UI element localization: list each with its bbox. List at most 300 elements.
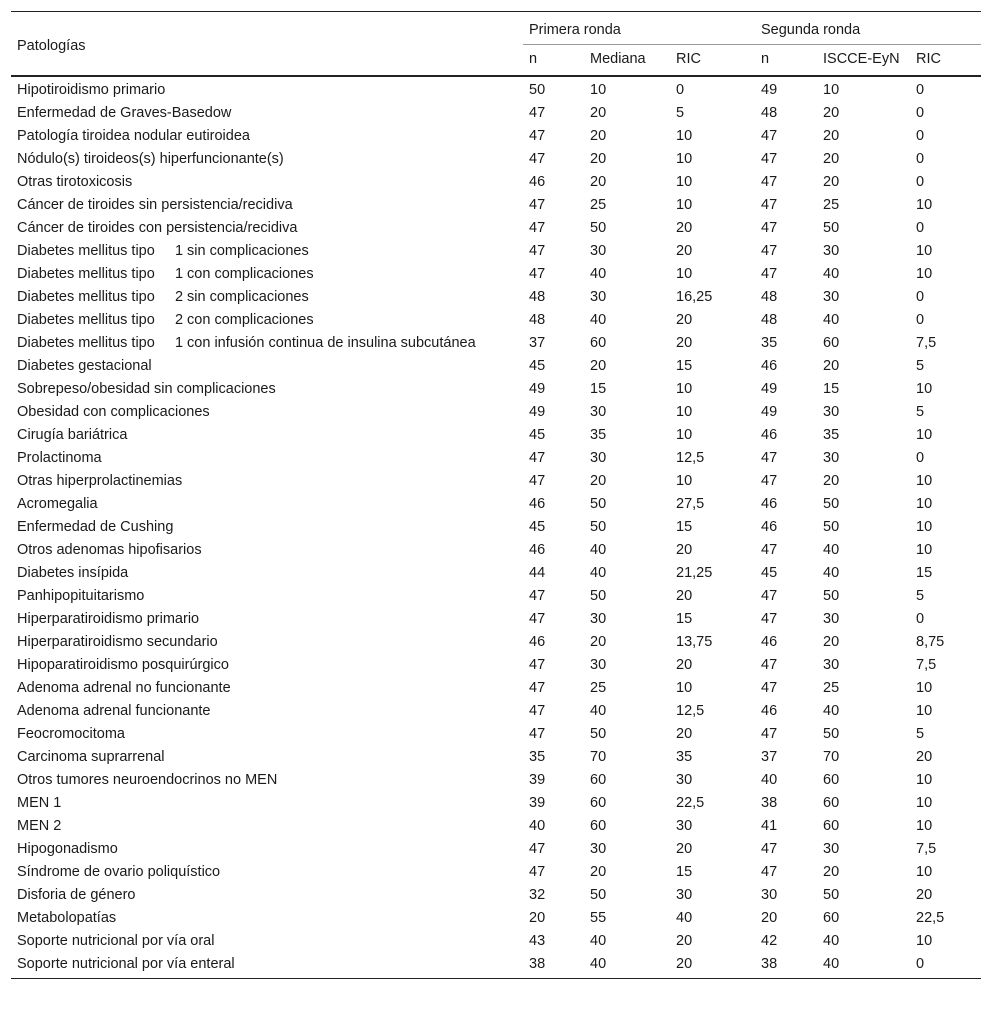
cell-iscce-eyn: 70 <box>823 749 840 765</box>
cell-ric-segunda: 5 <box>916 404 925 420</box>
cell-ric-primera: 30 <box>676 818 693 834</box>
cell-patologia: Prolactinoma <box>17 450 102 466</box>
cell-ric-segunda: 10 <box>916 795 933 811</box>
cell-iscce-eyn: 25 <box>823 197 840 213</box>
cell-n-segunda: 41 <box>761 818 778 834</box>
cell-mediana: 40 <box>590 565 607 581</box>
table-row <box>11 746 981 769</box>
cell-ric-primera: 20 <box>670 953 755 979</box>
cell-patologia: Feocromocitoma <box>17 726 125 742</box>
cell-iscce-eyn: 30 <box>823 289 840 305</box>
cell-patologia: Patología tiroidea nodular eutiroidea <box>17 128 250 144</box>
cell-ric-segunda: 0 <box>916 128 925 144</box>
cell-mediana: 60 <box>590 795 607 811</box>
cell-n-primera: 45 <box>529 519 546 535</box>
cell-iscce-eyn: 40 <box>823 565 840 581</box>
cell-ric-segunda: 0 <box>910 953 981 979</box>
cell-n-primera: 50 <box>529 82 546 98</box>
cell-n-primera: 47 <box>529 197 546 213</box>
cell-ric-primera: 12,5 <box>676 450 705 466</box>
cell-n-segunda: 46 <box>761 703 778 719</box>
cell-ric-primera: 40 <box>676 910 693 926</box>
cell-n-segunda: 49 <box>761 381 778 397</box>
table-row <box>11 171 981 194</box>
cell-patologia: Soporte nutricional por vía oral <box>17 933 215 949</box>
cell-patologia: Diabetes mellitus tipo 2 con complicaciones <box>17 312 314 328</box>
cell-ric-primera: 30 <box>676 887 693 903</box>
cell-ric-primera: 10 <box>676 381 693 397</box>
table-row <box>11 861 981 884</box>
header-patologias: Patologías <box>11 12 523 77</box>
cell-n-segunda: 47 <box>761 588 778 604</box>
table-row <box>11 907 981 930</box>
cell-ric-primera: 15 <box>676 864 693 880</box>
cell-ric-segunda: 8,75 <box>916 634 945 650</box>
cell-ric-primera: 12,5 <box>676 703 705 719</box>
cell-iscce-eyn: 40 <box>823 312 840 328</box>
cell-mediana: 20 <box>590 634 607 650</box>
cell-patologia: Diabetes mellitus tipo 2 sin complicaciones <box>17 289 309 305</box>
cell-n-primera: 47 <box>529 703 546 719</box>
cell-iscce-eyn: 20 <box>823 174 840 190</box>
cell-patologia: Otras tirotoxicosis <box>17 174 133 190</box>
cell-patologia: Adenoma adrenal funcionante <box>17 703 211 719</box>
cell-iscce-eyn: 40 <box>823 703 840 719</box>
cell-iscce-eyn: 25 <box>823 680 840 696</box>
table-body <box>11 76 981 979</box>
cell-n-segunda: 46 <box>761 358 778 374</box>
cell-mediana: 35 <box>590 427 607 443</box>
cell-mediana: 50 <box>590 726 607 742</box>
header-n-primera: n <box>523 45 584 77</box>
table-row <box>11 102 981 125</box>
cell-n-primera: 47 <box>529 105 546 121</box>
cell-ric-segunda: 0 <box>916 82 925 98</box>
cell-iscce-eyn: 20 <box>823 473 840 489</box>
cell-iscce-eyn: 10 <box>823 82 840 98</box>
cell-ric-segunda: 0 <box>916 611 925 627</box>
cell-ric-segunda: 10 <box>916 519 933 535</box>
cell-n-segunda: 46 <box>761 496 778 512</box>
cell-patologia: Otros tumores neuroendocrinos no MEN <box>17 772 278 788</box>
table-row <box>11 815 981 838</box>
table-row <box>11 125 981 148</box>
cell-patologia: Soporte nutricional por vía enteral <box>11 953 523 979</box>
table-row <box>11 470 981 493</box>
cell-patologia: Carcinoma suprarrenal <box>17 749 165 765</box>
cell-patologia: Otras hiperprolactinemias <box>17 473 183 489</box>
cell-mediana: 20 <box>590 151 607 167</box>
cell-iscce-eyn: 50 <box>823 496 840 512</box>
cell-ric-primera: 35 <box>676 749 693 765</box>
cell-n-primera: 45 <box>529 427 546 443</box>
cell-n-primera: 44 <box>529 565 546 581</box>
cell-ric-primera: 10 <box>676 680 693 696</box>
table-row <box>11 700 981 723</box>
cell-iscce-eyn: 50 <box>823 726 840 742</box>
cell-iscce-eyn: 30 <box>823 450 840 466</box>
cell-mediana: 25 <box>590 680 607 696</box>
cell-n-segunda: 47 <box>761 726 778 742</box>
cell-ric-primera: 20 <box>676 657 693 673</box>
header-segunda-ronda: Segunda ronda <box>755 12 981 45</box>
cell-mediana: 20 <box>590 864 607 880</box>
cell-n-primera: 43 <box>529 933 546 949</box>
cell-iscce-eyn: 35 <box>823 427 840 443</box>
cell-ric-segunda: 0 <box>916 450 925 466</box>
cell-iscce-eyn: 60 <box>823 772 840 788</box>
cell-patologia: MEN 1 <box>17 795 62 811</box>
cell-ric-primera: 10 <box>676 404 693 420</box>
header-mediana: Mediana <box>584 45 670 77</box>
cell-iscce-eyn: 40 <box>823 933 840 949</box>
cell-n-primera: 47 <box>529 841 546 857</box>
cell-patologia: Panhipopituitarismo <box>17 588 145 604</box>
cell-iscce-eyn: 20 <box>823 151 840 167</box>
cell-patologia: Obesidad con complicaciones <box>17 404 210 420</box>
cell-patologia: Disforia de género <box>17 887 136 903</box>
cell-mediana: 50 <box>590 496 607 512</box>
cell-n-segunda: 49 <box>761 404 778 420</box>
cell-n-segunda: 47 <box>761 542 778 558</box>
cell-ric-segunda: 22,5 <box>916 910 945 926</box>
table-row <box>11 447 981 470</box>
cell-mediana: 20 <box>590 128 607 144</box>
cell-mediana: 30 <box>590 450 607 466</box>
cell-mediana: 20 <box>590 473 607 489</box>
cell-mediana: 30 <box>590 657 607 673</box>
cell-n-segunda: 46 <box>761 427 778 443</box>
cell-n-primera: 35 <box>529 749 546 765</box>
table-row <box>11 401 981 424</box>
cell-n-segunda: 37 <box>761 749 778 765</box>
cell-mediana: 20 <box>590 174 607 190</box>
cell-ric-segunda: 10 <box>916 933 933 949</box>
cell-iscce-eyn: 40 <box>817 953 910 979</box>
cell-iscce-eyn: 40 <box>823 542 840 558</box>
data-table <box>11 11 981 979</box>
cell-patologia: Sobrepeso/obesidad sin complicaciones <box>17 381 276 397</box>
cell-mediana: 20 <box>590 358 607 374</box>
cell-ric-segunda: 0 <box>916 105 925 121</box>
cell-n-segunda: 47 <box>761 151 778 167</box>
table-row <box>11 562 981 585</box>
header-iscce-eyn: ISCCE-EyN <box>817 45 910 77</box>
cell-mediana: 55 <box>590 910 607 926</box>
cell-n-primera: 47 <box>529 864 546 880</box>
cell-ric-primera: 15 <box>676 611 693 627</box>
cell-patologia: Diabetes insípida <box>17 565 129 581</box>
cell-n-segunda: 40 <box>761 772 778 788</box>
cell-mediana: 30 <box>590 611 607 627</box>
cell-iscce-eyn: 20 <box>823 634 840 650</box>
cell-n-primera: 47 <box>529 588 546 604</box>
cell-mediana: 50 <box>590 588 607 604</box>
cell-n-primera: 39 <box>529 795 546 811</box>
cell-mediana: 10 <box>590 82 607 98</box>
table-row <box>11 516 981 539</box>
cell-n-primera: 20 <box>529 910 546 926</box>
cell-ric-primera: 21,25 <box>676 565 713 581</box>
table-row <box>11 539 981 562</box>
cell-n-primera: 48 <box>529 289 546 305</box>
cell-ric-primera: 10 <box>676 151 693 167</box>
table-row <box>11 769 981 792</box>
cell-n-segunda: 47 <box>761 243 778 259</box>
cell-patologia: Diabetes gestacional <box>17 358 152 374</box>
cell-patologia: Cirugía bariátrica <box>17 427 128 443</box>
cell-iscce-eyn: 30 <box>823 611 840 627</box>
cell-mediana: 30 <box>590 289 607 305</box>
cell-ric-segunda: 20 <box>916 749 933 765</box>
cell-mediana: 50 <box>590 519 607 535</box>
cell-mediana: 40 <box>590 542 607 558</box>
cell-patologia: Enfermedad de Graves-Basedow <box>17 105 232 121</box>
cell-n-segunda: 47 <box>761 473 778 489</box>
cell-iscce-eyn: 50 <box>823 220 840 236</box>
table-header <box>11 12 981 77</box>
cell-iscce-eyn: 50 <box>823 887 840 903</box>
cell-mediana: 30 <box>590 404 607 420</box>
cell-ric-segunda: 10 <box>916 427 933 443</box>
cell-ric-primera: 10 <box>676 427 693 443</box>
table-row <box>11 723 981 746</box>
cell-n-primera: 40 <box>529 818 546 834</box>
cell-iscce-eyn: 30 <box>823 841 840 857</box>
table-row <box>11 493 981 516</box>
cell-mediana: 20 <box>590 105 607 121</box>
cell-ric-primera: 20 <box>676 220 693 236</box>
cell-mediana: 40 <box>590 312 607 328</box>
table-row <box>11 654 981 677</box>
cell-n-primera: 47 <box>529 151 546 167</box>
cell-patologia: Hipotiroidismo primario <box>17 82 166 98</box>
cell-ric-primera: 16,25 <box>676 289 713 305</box>
cell-ric-primera: 20 <box>676 335 693 351</box>
cell-n-segunda: 47 <box>761 657 778 673</box>
cell-ric-segunda: 0 <box>916 174 925 190</box>
cell-mediana: 60 <box>590 335 607 351</box>
cell-ric-primera: 10 <box>676 266 693 282</box>
cell-n-segunda: 42 <box>761 933 778 949</box>
cell-n-primera: 47 <box>529 726 546 742</box>
cell-iscce-eyn: 50 <box>823 519 840 535</box>
cell-ric-segunda: 7,5 <box>916 335 937 351</box>
cell-mediana: 30 <box>590 243 607 259</box>
cell-n-segunda: 47 <box>761 220 778 236</box>
table-row <box>11 930 981 953</box>
table-row <box>11 76 981 102</box>
cell-patologia: Síndrome de ovario poliquístico <box>17 864 221 880</box>
cell-iscce-eyn: 50 <box>823 588 840 604</box>
table-row <box>11 631 981 654</box>
cell-n-segunda: 47 <box>761 611 778 627</box>
header-ric-primera: RIC <box>670 45 755 77</box>
cell-iscce-eyn: 60 <box>823 910 840 926</box>
table-row <box>11 263 981 286</box>
cell-ric-primera: 15 <box>676 358 693 374</box>
cell-ric-primera: 13,75 <box>676 634 713 650</box>
cell-ric-segunda: 10 <box>916 496 933 512</box>
cell-iscce-eyn: 40 <box>823 266 840 282</box>
cell-mediana: 30 <box>590 841 607 857</box>
table-row <box>11 194 981 217</box>
cell-iscce-eyn: 20 <box>823 358 840 374</box>
cell-n-segunda: 30 <box>761 887 778 903</box>
cell-n-segunda: 47 <box>761 841 778 857</box>
cell-ric-segunda: 7,5 <box>916 657 937 673</box>
header-ric-segunda: RIC <box>910 45 981 77</box>
cell-mediana: 40 <box>590 933 607 949</box>
cell-mediana: 60 <box>590 772 607 788</box>
cell-ric-segunda: 10 <box>916 381 933 397</box>
cell-iscce-eyn: 30 <box>823 657 840 673</box>
cell-n-primera: 46 <box>529 174 546 190</box>
cell-patologia: Hipoparatiroidismo posquirúrgico <box>17 657 229 673</box>
cell-patologia: Otros adenomas hipofisarios <box>17 542 202 558</box>
cell-ric-segunda: 10 <box>916 266 933 282</box>
table-row <box>11 608 981 631</box>
cell-n-primera: 47 <box>529 243 546 259</box>
cell-patologia: Metabolopatías <box>17 910 117 926</box>
cell-ric-segunda: 10 <box>916 542 933 558</box>
cell-patologia: Cáncer de tiroides con persistencia/recidiva <box>17 220 298 236</box>
cell-ric-primera: 15 <box>676 519 693 535</box>
cell-n-primera: 47 <box>529 220 546 236</box>
cell-n-segunda: 35 <box>761 335 778 351</box>
table-row <box>11 148 981 171</box>
cell-patologia: Hiperparatiroidismo secundario <box>17 634 218 650</box>
cell-n-segunda: 48 <box>761 312 778 328</box>
cell-n-primera: 47 <box>529 128 546 144</box>
cell-n-segunda: 20 <box>761 910 778 926</box>
cell-iscce-eyn: 20 <box>823 105 840 121</box>
cell-n-primera: 47 <box>529 473 546 489</box>
cell-mediana: 40 <box>590 266 607 282</box>
cell-patologia: MEN 2 <box>17 818 62 834</box>
cell-n-primera: 47 <box>529 611 546 627</box>
cell-n-primera: 46 <box>529 542 546 558</box>
cell-n-segunda: 47 <box>761 864 778 880</box>
cell-ric-segunda: 0 <box>916 220 925 236</box>
cell-ric-primera: 10 <box>676 128 693 144</box>
table-row <box>11 792 981 815</box>
cell-n-segunda: 48 <box>761 289 778 305</box>
header-primera-ronda: Primera ronda <box>523 12 755 45</box>
cell-iscce-eyn: 60 <box>823 335 840 351</box>
cell-ric-primera: 20 <box>676 542 693 558</box>
table-row <box>11 309 981 332</box>
cell-n-segunda: 45 <box>761 565 778 581</box>
cell-patologia: Adenoma adrenal no funcionante <box>17 680 231 696</box>
table-row <box>11 332 981 355</box>
cell-ric-segunda: 10 <box>916 818 933 834</box>
cell-n-primera: 47 <box>529 680 546 696</box>
cell-ric-primera: 10 <box>676 174 693 190</box>
cell-n-primera: 38 <box>523 953 584 979</box>
cell-n-primera: 37 <box>529 335 546 351</box>
cell-patologia: Acromegalia <box>17 496 98 512</box>
table-row <box>11 217 981 240</box>
cell-ric-segunda: 5 <box>916 588 925 604</box>
cell-patologia: Diabetes mellitus tipo 1 con complicaciones <box>17 266 314 282</box>
cell-ric-segunda: 10 <box>916 473 933 489</box>
cell-ric-primera: 27,5 <box>676 496 705 512</box>
cell-ric-primera: 20 <box>676 933 693 949</box>
cell-patologia: Hiperparatiroidismo primario <box>17 611 200 627</box>
cell-patologia: Cáncer de tiroides sin persistencia/recidiva <box>17 197 293 213</box>
cell-ric-segunda: 0 <box>916 312 925 328</box>
cell-mediana: 25 <box>590 197 607 213</box>
cell-iscce-eyn: 60 <box>823 795 840 811</box>
cell-n-segunda: 38 <box>755 953 817 979</box>
table-row <box>11 355 981 378</box>
cell-iscce-eyn: 60 <box>823 818 840 834</box>
table-row <box>11 953 981 979</box>
cell-iscce-eyn: 20 <box>823 128 840 144</box>
cell-mediana: 15 <box>590 381 607 397</box>
cell-mediana: 50 <box>590 220 607 236</box>
cell-patologia: Diabetes mellitus tipo 1 sin complicaciones <box>17 243 309 259</box>
cell-n-segunda: 47 <box>761 680 778 696</box>
table-row <box>11 585 981 608</box>
cell-ric-segunda: 0 <box>916 151 925 167</box>
cell-ric-segunda: 10 <box>916 864 933 880</box>
table-row <box>11 677 981 700</box>
cell-ric-segunda: 10 <box>916 197 933 213</box>
cell-ric-segunda: 20 <box>916 887 933 903</box>
cell-mediana: 60 <box>590 818 607 834</box>
cell-ric-primera: 20 <box>676 726 693 742</box>
cell-n-segunda: 48 <box>761 105 778 121</box>
cell-ric-primera: 0 <box>676 82 685 98</box>
cell-n-segunda: 38 <box>761 795 778 811</box>
cell-patologia: Enfermedad de Cushing <box>17 519 174 535</box>
cell-patologia: Nódulo(s) tiroideos(s) hiperfuncionante(s) <box>17 151 284 167</box>
cell-ric-primera: 10 <box>676 197 693 213</box>
cell-iscce-eyn: 15 <box>823 381 840 397</box>
cell-ric-segunda: 15 <box>916 565 933 581</box>
cell-ric-primera: 22,5 <box>676 795 705 811</box>
cell-ric-primera: 20 <box>676 243 693 259</box>
cell-iscce-eyn: 30 <box>823 404 840 420</box>
cell-ric-segunda: 10 <box>916 680 933 696</box>
cell-ric-segunda: 5 <box>916 358 925 374</box>
cell-mediana: 40 <box>584 953 670 979</box>
cell-n-primera: 46 <box>529 496 546 512</box>
cell-n-primera: 32 <box>529 887 546 903</box>
cell-n-segunda: 49 <box>761 82 778 98</box>
cell-ric-primera: 10 <box>676 473 693 489</box>
table-row <box>11 286 981 309</box>
cell-iscce-eyn: 30 <box>823 243 840 259</box>
cell-n-primera: 47 <box>529 266 546 282</box>
cell-n-primera: 49 <box>529 381 546 397</box>
cell-n-primera: 48 <box>529 312 546 328</box>
cell-n-segunda: 47 <box>761 450 778 466</box>
table-row <box>11 424 981 447</box>
cell-ric-segunda: 10 <box>916 772 933 788</box>
cell-ric-segunda: 7,5 <box>916 841 937 857</box>
cell-ric-segunda: 10 <box>916 703 933 719</box>
cell-n-segunda: 47 <box>761 197 778 213</box>
cell-n-primera: 45 <box>529 358 546 374</box>
cell-mediana: 70 <box>590 749 607 765</box>
cell-patologia: Diabetes mellitus tipo 1 con infusión continua de insulina subcutánea <box>17 335 476 351</box>
cell-iscce-eyn: 20 <box>823 864 840 880</box>
header-n-segunda: n <box>755 45 817 77</box>
table-row <box>11 240 981 263</box>
